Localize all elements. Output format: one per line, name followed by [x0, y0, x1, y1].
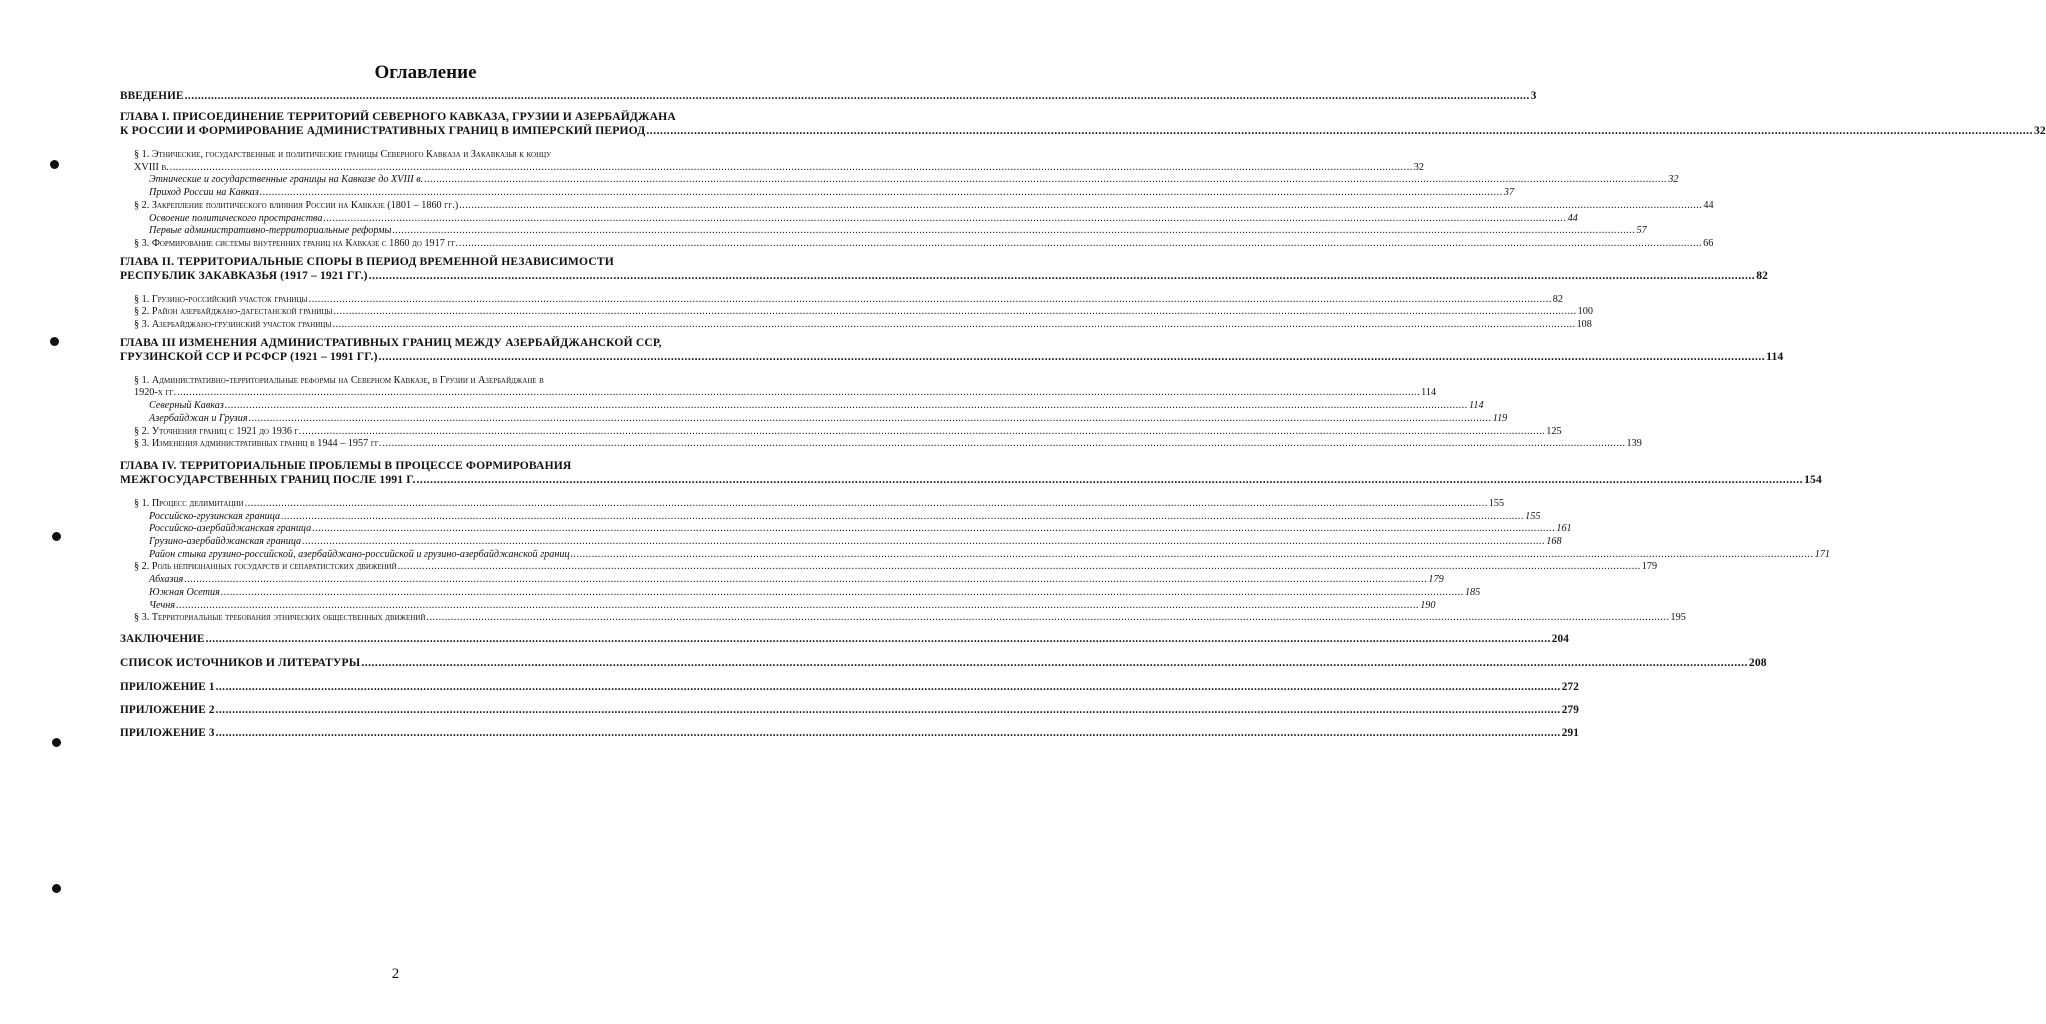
- toc-entry-appendix-3[interactable]: [120, 726, 1579, 739]
- leader-dots: [245, 498, 1488, 511]
- toc-section[interactable]: [120, 374, 1437, 400]
- toc-entry-page: 119: [1492, 412, 1508, 424]
- toc-subsection[interactable]: [120, 548, 1831, 562]
- leader-dots: [417, 473, 1804, 487]
- toc-entry-page: 185: [1464, 586, 1481, 598]
- toc-entry-page: 82: [1756, 268, 1769, 282]
- toc-chapter-4[interactable]: [120, 458, 1822, 487]
- section-title: § 2. Уточнения границ с 1921 до 1936 г.: [134, 425, 302, 437]
- toc-entry-page: 32: [2033, 124, 2046, 137]
- toc-section[interactable]: [120, 438, 1642, 451]
- toc-entry-page: 57: [1636, 225, 1647, 237]
- toc-section[interactable]: [120, 319, 1592, 332]
- leader-dots: [369, 269, 1756, 283]
- toc-entry-page: 3: [1530, 90, 1537, 102]
- section-title: § 1. Процесс делимитации: [134, 497, 244, 509]
- leader-dots: [646, 124, 2033, 138]
- toc-entry-page: 37: [1503, 187, 1515, 199]
- toc-entry-page: 168: [1546, 536, 1562, 548]
- leader-dots: [571, 549, 1814, 562]
- toc-entry-page: 272: [1561, 680, 1579, 693]
- toc-entry-appendix-2[interactable]: [120, 703, 1579, 716]
- toc-entry-intro[interactable]: [120, 90, 1537, 102]
- section-title: § 3. Территориальные требования этнических общественных движений: [134, 612, 426, 624]
- toc-entry-page: 161: [1556, 523, 1572, 535]
- toc-entry-page: 114: [1421, 387, 1437, 399]
- leader-dots: [216, 727, 1561, 739]
- toc-chapter-2[interactable]: [120, 254, 1769, 283]
- leader-dots: [184, 574, 1427, 587]
- toc-chapter-3[interactable]: [120, 335, 1784, 364]
- section-title: § 2. Район азербайджано-дагестанской границы: [134, 306, 333, 318]
- toc-subsection[interactable]: [120, 225, 1647, 238]
- section-title: § 2. Роль непризнанных государств и сепаратистских движений: [134, 561, 397, 573]
- leader-dots: [382, 438, 1625, 451]
- subsection-title: Освоение политического пространства: [149, 212, 323, 224]
- toc-entry-page: 279: [1561, 703, 1579, 716]
- toc-section[interactable]: [120, 293, 1563, 307]
- toc-entry-page: 190: [1420, 599, 1436, 611]
- toc-subsection[interactable]: [120, 187, 1515, 200]
- toc-entry-title: СПИСОК ИСТОЧНИКОВ И ЛИТЕРАТУРЫ: [120, 655, 361, 669]
- chapter-title-line1: ГЛАВА II. ТЕРРИТОРИАЛЬНЫЕ СПОРЫ В ПЕРИОД ВРЕМЕННОЙ НЕЗАВИСИМОСТИ: [120, 254, 614, 268]
- binder-hole-mark: [50, 160, 59, 169]
- toc-chapter-1[interactable]: [120, 110, 2046, 138]
- toc-subsection[interactable]: [120, 586, 1481, 600]
- section-title-line1: § 1. Этнические, государственные и политические границы Северного Кавказа и Закавказья к концу: [134, 149, 552, 160]
- subsection-title: Приход России на Кавказ: [149, 187, 259, 199]
- leader-dots: [459, 200, 1702, 213]
- binder-hole-mark: [50, 337, 59, 346]
- toc-entry-conclusion[interactable]: [120, 632, 1570, 645]
- leader-dots: [249, 413, 1492, 426]
- leader-dots: [334, 306, 1577, 319]
- subsection-title: Этнические и государственные границы на Кавказе до XVIII в.: [149, 174, 424, 186]
- chapter-title-line2: РЕСПУБЛИК ЗАКАВКАЗЬЯ (1917 – 1921 ГГ.): [120, 268, 368, 282]
- toc-entry-page: 155: [1488, 497, 1505, 509]
- page-number: 2: [391, 966, 400, 982]
- leader-dots: [309, 294, 1552, 307]
- section-title: § 3. Изменения административных границ в 1944 – 1957 гг.: [134, 438, 382, 450]
- leader-dots: [221, 587, 1464, 600]
- toc-section[interactable]: [120, 497, 1505, 511]
- toc-entry-title: ВВЕДЕНИЕ: [120, 90, 184, 102]
- leader-dots: [312, 523, 1555, 536]
- subsection-title: Чечня: [149, 599, 176, 611]
- toc-entry-page: 66: [1703, 237, 1714, 249]
- toc-entry-sources[interactable]: [120, 655, 1767, 670]
- leader-dots: [176, 600, 1419, 613]
- toc-subsection[interactable]: [120, 536, 1562, 549]
- toc-entry-page: 32: [1413, 161, 1424, 173]
- section-title: § 3. Формирование системы внутренних границ на Кавказе с 1860 до 1917 гг.: [134, 237, 459, 249]
- leader-dots: [260, 187, 1503, 200]
- leader-dots: [185, 90, 1530, 102]
- toc-subsection[interactable]: [120, 510, 1541, 524]
- section-title-line2: 1920-х гг.: [134, 387, 177, 399]
- subsection-title: Северный Кавказ: [149, 400, 224, 412]
- toc-subsection[interactable]: [120, 212, 1578, 226]
- leader-dots: [302, 426, 1545, 439]
- toc-entry-page: 291: [1561, 726, 1579, 739]
- toc-entry-page: 139: [1626, 438, 1642, 450]
- toc-entry-page: 155: [1525, 510, 1541, 522]
- toc-section[interactable]: [120, 425, 1562, 439]
- leader-dots: [281, 511, 1524, 524]
- subsection-title: Российско-азербайджанская граница: [149, 523, 312, 535]
- toc-section[interactable]: [120, 237, 1714, 251]
- toc-entry-title: ПРИЛОЖЕНИЕ 3: [120, 726, 215, 739]
- leader-dots: [426, 612, 1669, 625]
- toc-section[interactable]: [120, 306, 1593, 319]
- section-title: § 1. Грузино-российский участок границы: [134, 293, 308, 305]
- chapter-title-line2: К РОССИИ И ФОРМИРОВАНИЕ АДМИНИСТРАТИВНЫХ ГРАНИЦ В ИМПЕРСКИЙ ПЕРИОД: [120, 124, 646, 137]
- toc-entry-page: 195: [1670, 612, 1686, 624]
- subsection-title: Российско-грузинская граница: [149, 510, 281, 522]
- subsection-title: Грузино-азербайджанская граница: [149, 536, 302, 548]
- toc-subsection[interactable]: [120, 574, 1444, 587]
- table-of-contents: [120, 90, 2046, 739]
- section-title-line2: XVIII в.: [134, 161, 169, 173]
- subsection-title: Южная Осетия: [149, 586, 220, 598]
- leader-dots: [361, 656, 1748, 670]
- subsection-title: Азербайджан и Грузия: [149, 412, 248, 424]
- subsection-title: Район стыка грузино-российской, азербайджано-российской и грузино-азербайджанской границ: [149, 548, 570, 560]
- toc-section[interactable]: [120, 612, 1686, 625]
- section-title: § 3. Азербайджано-грузинский участок границы: [134, 319, 332, 331]
- toc-entry-page: 114: [1469, 400, 1484, 412]
- toc-entry-page: 179: [1428, 574, 1444, 586]
- leader-dots: [225, 400, 1468, 413]
- leader-dots: [177, 387, 1420, 400]
- leader-dots: [302, 536, 1545, 549]
- toc-entry-page: 125: [1546, 425, 1562, 437]
- leader-dots: [379, 350, 1766, 364]
- chapter-title-line2: ГРУЗИНСКОЙ ССР И РСФСР (1921 – 1991 ГГ.): [120, 349, 378, 363]
- toc-section[interactable]: [120, 561, 1658, 574]
- chapter-title-line1: ГЛАВА I. ПРИСОЕДИНЕНИЕ ТЕРРИТОРИЙ СЕВЕРНОГО КАВКАЗА, ГРУЗИИ И АЗЕРБАЙДЖАНА: [120, 110, 676, 123]
- leader-dots: [216, 681, 1561, 693]
- toc-entry-page: 108: [1576, 319, 1592, 331]
- toc-entry-page: 204: [1551, 632, 1570, 645]
- toc-subsection[interactable]: [120, 400, 1484, 413]
- toc-entry-title: ПРИЛОЖЕНИЕ 2: [120, 703, 215, 716]
- toc-entry-page: 32: [1668, 174, 1679, 186]
- toc-entry-page: 114: [1766, 349, 1784, 363]
- toc-entry-page: 179: [1641, 561, 1658, 573]
- leader-dots: [398, 561, 1641, 574]
- leader-dots: [332, 319, 1575, 332]
- toc-section[interactable]: [120, 199, 1714, 213]
- binder-hole-mark: [52, 738, 61, 747]
- toc-entry-page: 44: [1567, 212, 1578, 224]
- toc-entry-page: 154: [1804, 472, 1822, 486]
- toc-entry-title: ЗАКЛЮЧЕНИЕ: [120, 632, 205, 645]
- leader-dots: [392, 225, 1635, 238]
- toc-entry-appendix-1[interactable]: [120, 680, 1579, 693]
- subsection-title: Абхазия: [149, 574, 184, 586]
- chapter-title-line2: МЕЖГОСУДАРСТВЕННЫХ ГРАНИЦ ПОСЛЕ 1991 Г.: [120, 472, 416, 486]
- leader-dots: [424, 174, 1667, 187]
- section-title-line1: § 1. Административно-территориальные реформы на Северном Кавказе, в Грузии и Азербайджане в: [134, 374, 544, 386]
- leader-dots: [170, 162, 1413, 175]
- chapter-title-line1: ГЛАВА IV. ТЕРРИТОРИАЛЬНЫЕ ПРОБЛЕМЫ В ПРОЦЕССЕ ФОРМИРОВАНИЯ: [120, 458, 572, 472]
- subsection-title: Первые административно-территориальные реформы: [149, 225, 392, 237]
- chapter-title-line1: ГЛАВА III ИЗМЕНЕНИЯ АДМИНИСТРАТИВНЫХ ГРАНИЦ МЕЖДУ АЗЕРБАЙДЖАНСКОЙ ССР,: [120, 335, 662, 349]
- page-title: Оглавление: [374, 62, 477, 83]
- binder-hole-mark: [52, 884, 61, 893]
- toc-entry-page: 82: [1552, 293, 1563, 305]
- leader-dots: [324, 213, 1567, 226]
- leader-dots: [216, 704, 1561, 716]
- toc-subsection[interactable]: [120, 523, 1572, 536]
- toc-section[interactable]: [120, 149, 1424, 174]
- binder-hole-mark: [52, 532, 61, 541]
- toc-entry-title: ПРИЛОЖЕНИЕ 1: [120, 680, 215, 693]
- toc-subsection[interactable]: [120, 599, 1436, 613]
- toc-entry-page: 100: [1577, 306, 1593, 318]
- leader-dots: [206, 633, 1551, 645]
- toc-entry-page: 208: [1748, 655, 1767, 669]
- leader-dots: [459, 238, 1702, 251]
- toc-subsection[interactable]: [120, 412, 1508, 426]
- toc-entry-page: 44: [1703, 199, 1714, 211]
- toc-entry-page: 171: [1814, 548, 1831, 560]
- toc-subsection[interactable]: [120, 174, 1679, 187]
- section-title: § 2. Закрепление политического влияния России на Кавказе (1801 – 1860 гг.): [134, 199, 459, 211]
